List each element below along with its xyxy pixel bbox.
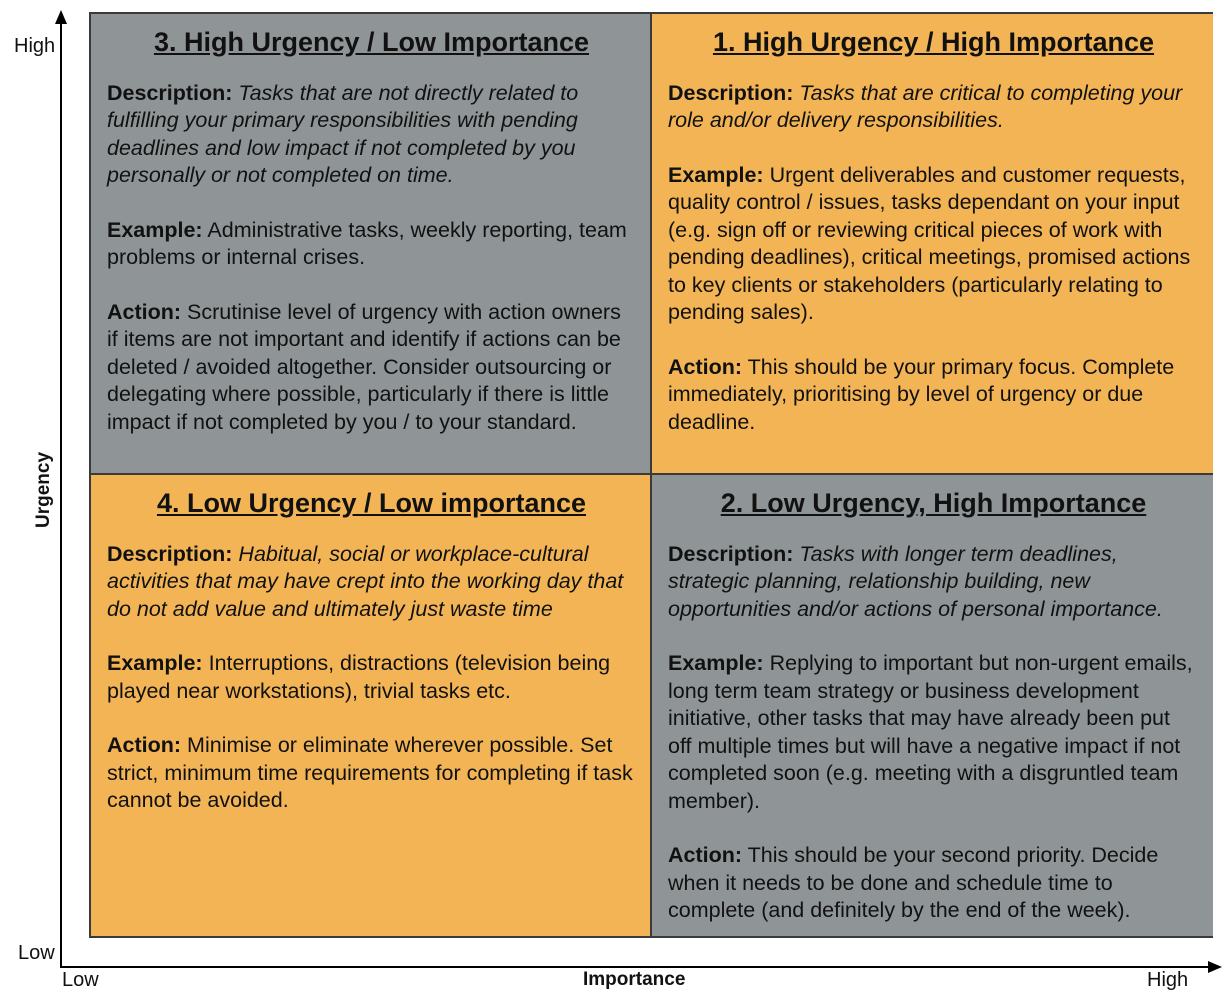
quadrant-description [107, 80, 636, 190]
action-label: Action: [107, 733, 182, 758]
y-axis-line [60, 22, 62, 968]
x-axis-high-label: High [1147, 969, 1189, 991]
x-axis-line [60, 966, 1212, 968]
example-label: Example: [107, 651, 203, 676]
x-axis-title: Importance [583, 969, 686, 990]
description-text: Habitual, social or workplace-cultural activities that may have crept into the working day that do not add value and ultimately just waste time [107, 541, 624, 621]
action-label: Action: [668, 354, 743, 379]
example-text: Interruptions, distractions (television being played near workstations), trivial tasks etc. [107, 651, 611, 703]
y-axis-title: Urgency [33, 451, 54, 529]
description-text: Tasks that are critical to completing your role and/or delivery responsibilities. [668, 80, 1183, 133]
quadrant-example [107, 217, 636, 272]
quadrant-description [668, 541, 1199, 624]
quadrant-description [107, 541, 636, 624]
x-axis-arrow-icon [1208, 961, 1222, 973]
quadrant-title: 4. Low Urgency / Low importance [156, 488, 587, 518]
action-label: Action: [668, 843, 743, 868]
action-text: Scrutinise level of urgency with action owners if items are not important and identify if actions can be deleted / avoided altogether. Consider outsourcing or delegating where possible, particularly if there is little impact if not completed by you / to your standard. [107, 299, 621, 434]
quadrant-title: 2. Low Urgency, High Importance [720, 488, 1147, 518]
quadrant-action [107, 732, 636, 815]
action-text: This should be your second priority. Decide when it needs to be done and schedule time to complete (and definitely by the end of the week). [668, 843, 1159, 923]
example-label: Example: [668, 162, 764, 187]
quadrant-high-urgency-low-importance [91, 14, 652, 475]
quadrant-description [668, 80, 1199, 135]
quadrant-title: 3. High Urgency / Low Importance [153, 27, 590, 57]
y-axis-low-label: Low [18, 942, 55, 964]
y-axis-arrow-icon [55, 10, 67, 24]
example-text: Administrative tasks, weekly reporting, team problems or internal crises. [107, 217, 627, 270]
example-text: Replying to important but non-urgent emails, long term team strategy or business development initiative, other tasks that may have already been put off multiple times but will have a negative impact if not completed soon (e.g. meeting with a disgruntled team member). [668, 651, 1193, 813]
quadrant-title: 1. High Urgency / High Importance [712, 27, 1155, 57]
example-label: Example: [668, 651, 764, 676]
description-label: Description: [107, 541, 233, 566]
action-text: Minimise or eliminate wherever possible. Set strict, minimum time requirements for completing if task cannot be avoided. [107, 733, 633, 813]
quadrant-low-urgency-low-importance [91, 475, 652, 936]
description-label: Description: [668, 80, 794, 105]
quadrant-low-urgency-high-importance [652, 475, 1213, 936]
action-label: Action: [107, 299, 182, 324]
description-label: Description: [668, 541, 794, 566]
quadrant-action [107, 299, 636, 437]
action-text: This should be your primary focus. Complete immediately, prioritising by level of urgency or due deadline. [668, 354, 1175, 434]
priority-matrix [89, 12, 1213, 938]
x-axis-low-label: Low [62, 969, 99, 991]
quadrant-example [107, 650, 636, 705]
quadrant-high-urgency-high-importance [652, 14, 1213, 475]
quadrant-example [668, 162, 1199, 327]
description-text: Tasks that are not directly related to fulfilling your primary responsibilities with pending deadlines and low impact if not completed by you personally or not completed on time. [107, 80, 579, 188]
quadrant-action [668, 354, 1199, 437]
example-text: Urgent deliverables and customer requests, quality control / issues, tasks dependant on your input (e.g. sign off or reviewing critical pieces of work with pending deadlines), critical meetings, promised actions to key clients or stakeholders (particularly relating to pending sales). [668, 162, 1191, 325]
description-label: Description: [107, 80, 233, 105]
quadrant-action [668, 842, 1199, 925]
description-text: Tasks with longer term deadlines, strategic planning, relationship building, new opportunities and/or actions of personal importance. [668, 541, 1163, 621]
example-label: Example: [107, 217, 203, 242]
quadrant-example [668, 650, 1199, 815]
y-axis-high-label: High [14, 35, 56, 57]
